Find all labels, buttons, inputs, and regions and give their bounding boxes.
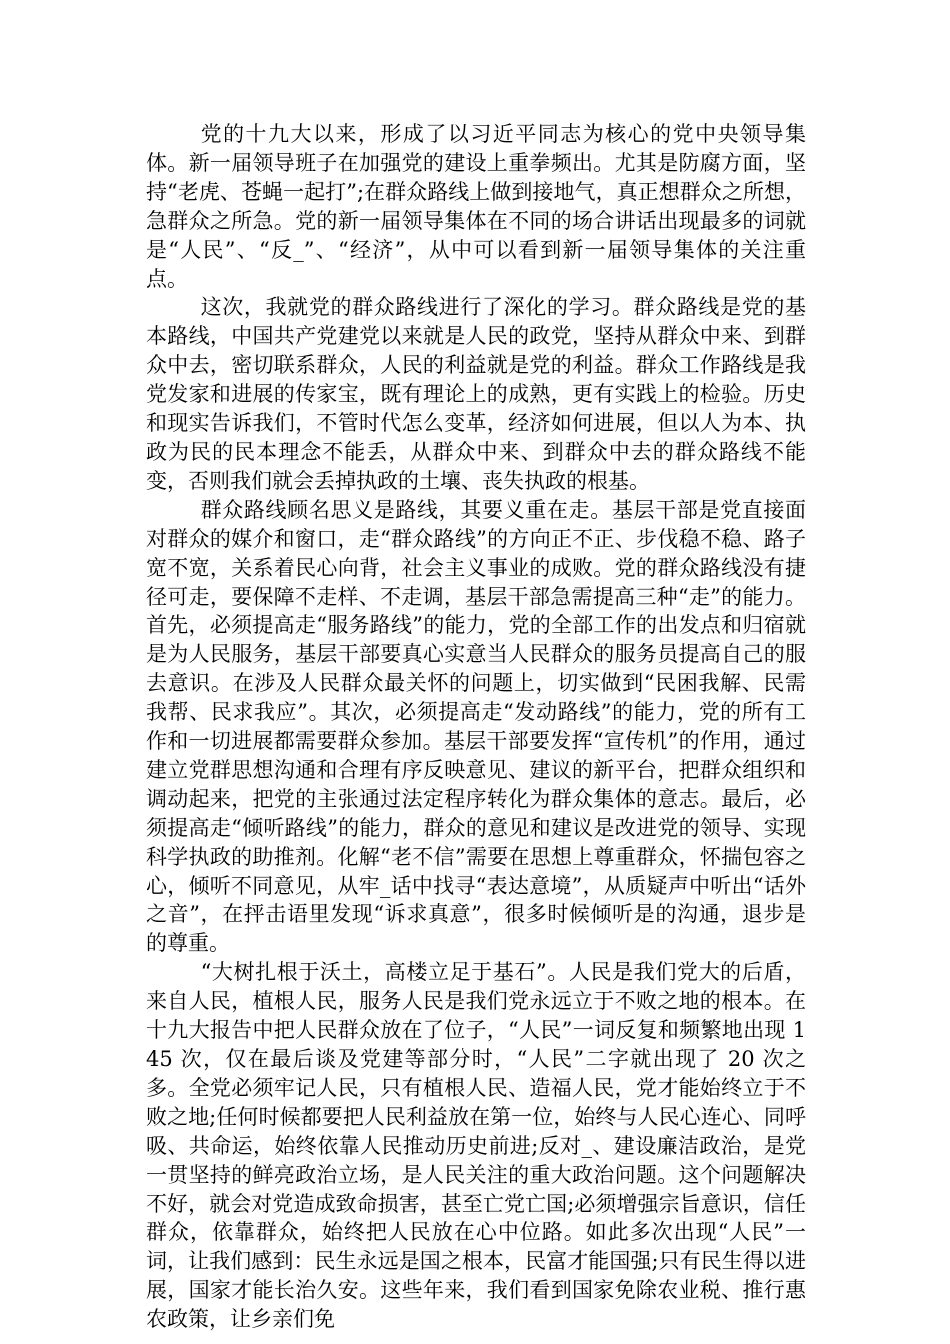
- paragraph-4: “大树扎根于沃土，高楼立足于基石”。人民是我们党大的后盾，来自人民，植根人民，服务人民是我们党永远立于不败之地的根本。在十九大报告中把人民群众放在了位子，“人民”一词反复和频繁地出现 145 次，仅在最后谈及党建等部分时，“人民”二字就出现了 20 次之多。全党必须牢记人民，只有植根人民、造福人民，党才能始终立于不败之地;任何时候都要把人民利益放在第一位，始终与人民心连心、同呼吸、共命运，始终依靠人民推动历史前进;反对_、建设廉洁政治，是党一贯坚持的鲜亮政治立场，是人民关注的重大政治问题。这个问题解决不好，就会对党造成致命损害，甚至亡党亡国;必须增强宗旨意识，信任群众，依靠群众，始终把人民放在心中位路。如此多次出现“人民”一词，让我们感到：民生永远是国之根本，民富才能国强;只有民生得以进展，国家才能长治久安。这些年来，我们看到国家免除农业税、推行惠农政策，让乡亲们免: [146, 960, 806, 1332]
- paragraph-3: 群众路线顾名思义是路线，其要义重在走。基层干部是党直接面对群众的媒介和窗口，走“群众路线”的方向正不正、步伐稳不稳、路子宽不宽，关系着民心向背，社会主义事业的成败。党的群众路线没有捷径可走，要保障不走样、不走调，基层干部急需提高三种“走”的能力。首先，必须提高走“服务路线”的能力，党的全部工作的出发点和归宿就是为人民服务，基层干部要真心实意当人民群众的服务员提高自己的服去意识。在涉及人民群众最关怀的问题上，切实做到“民困我解、民需我帮、民求我应”。其次，必须提高走“发动路线”的能力，党的所有工作和一切进展都需要群众参加。基层干部要发挥“宣传机”的作用，通过建立党群思想沟通和合理有序反映意见、建议的新平台，把群众组织和调动起来，把党的主张通过法定程序转化为群众集体的意志。最后，必须提高走“倾听路线”的能力，群众的意见和建议是改进党的领导、实现科学执政的助推剂。化解“老不信”需要在思想上尊重群众，怀揣包容之心，倾听不同意见，从牢_话中找寻“表达意境”，从质疑声中听出“话外之音”，在抨击语里发现“诉求真意”，很多时候倾听是的沟通，退步是的尊重。: [146, 497, 806, 956]
- paragraph-2: 这次，我就党的群众路线进行了深化的学习。群众路线是党的基本路线，中国共产党建党以来就是人民的政党，坚持从群众中来、到群众中去，密切联系群众，人民的利益就是党的利益。群众工作路线是我党发家和进展的传家宝，既有理论上的成熟，更有实践上的检验。历史和现实告诉我们，不管时代怎么变革，经济如何进展，但以人为本、执政为民的民本理念不能丢，从群众中来、到群众中去的群众路线不能变，否则我们就会丢掉执政的土壤、丧失执政的根基。: [146, 295, 806, 493]
- document-page: [146, 120, 806, 1334]
- paragraph-1: 党的十九大以来，形成了以习近平同志为核心的党中央领导集体。新一届领导班子在加强党的建设上重拳频出。尤其是防腐方面，坚持“老虎、苍蝇一起打”;在群众路线上做到接地气，真正想群众之所想，急群众之所急。党的新一届领导集体在不同的场合讲话出现最多的词就是“人民”、“反_”、“经济”，从中可以看到新一届领导集体的关注重点。: [146, 122, 806, 291]
